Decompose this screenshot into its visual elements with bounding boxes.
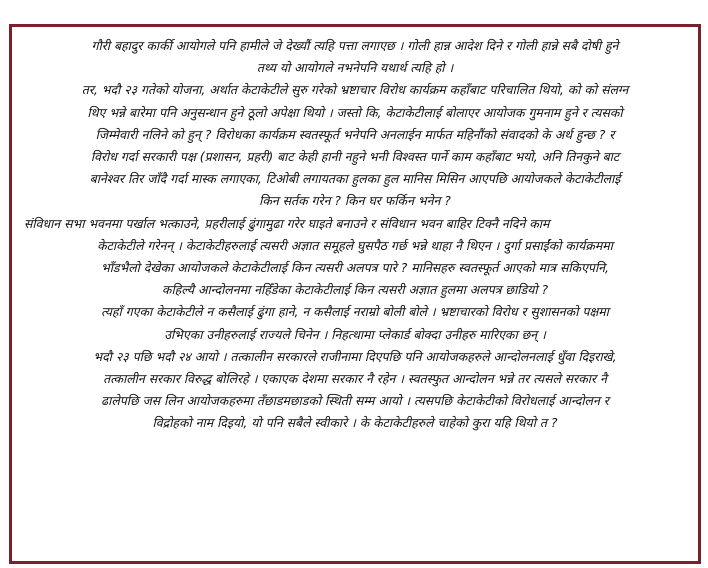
- text-line: बानेश्वर तिर जाँदै गर्दा मास्क लगाएका, टिओबी लगायतका हुलका हुल मानिस मिसिन आएपछि आयोजकले केटाकेटीलाई: [89, 171, 621, 187]
- text-line: त्यहाँ गएका केटाकेटीले न कसैलाई ढुंगा हाने, न कसैलाई नराम्रो बोली बोले । भ्रष्टाचारको विरोध र सुशासनको पक्षमा: [101, 304, 609, 320]
- paragraph-protesters: [24, 301, 686, 345]
- text-line: ढालेपछि जस लिन आयोजकहरुमा तँछाडमछाडको स्थिती सम्म आयो । त्यसपछि केटाकेटीको विरोधलाई आन्दोलन र: [101, 393, 609, 409]
- text-line: तत्कालीन सरकार विरुद्ध बोलिरहे । एकाएक देशमा सरकार नै रहेन । स्वतस्फुत आन्दोलन भन्ने तर त्यसले सरकार नै: [103, 371, 607, 387]
- paragraph-bhadra-24: [24, 346, 686, 435]
- text-line: तर, भदौ २३ गतेको योजना, अर्थात केटाकेटीले सुरु गरेको भ्रष्टाचार विरोध कार्यक्रम कहाँबाट परिचालित थियो, को को संलग्न: [81, 82, 629, 98]
- paragraph-bhadra-23-plan: [24, 79, 686, 212]
- document-frame: [9, 24, 701, 564]
- document-body: [24, 35, 686, 555]
- text-line: विद्रोहको नाम दिइयो, यो पनि सबैले स्वीकारे । के केटाकेटीहरुले चाहेको कुरा यहि थियो त ?: [152, 415, 558, 431]
- text-line: केटाकेटीले गरेनन् । केटाकेटीहरुलाई त्यसरी अज्ञात समूहले घुसपैठ गर्छ भन्ने थाहा नै थिएन । दुर्गा प्रसाईंको कार्यक्रममा: [97, 237, 613, 253]
- text-line: थिए भन्ने बारेमा पनि अनुसन्धान हुने ठूलो अपेक्षा थियो । जस्तो कि, केटाकेटीलाई बोलाएर आयोजक गुमनाम हुने र त्यसको: [87, 104, 623, 120]
- text-line: किन सर्तक गरेन ? किन घर फर्किन भनेन ?: [259, 193, 451, 209]
- text-line: गौरी बहादुर कार्की आयोगले पनि हामीले जे देख्यौं त्यहि पत्ता लगाएछ । गोली हान्न आदेश दिने र गोली हान्ने सबै दोषी हुने: [91, 38, 619, 53]
- text-line: भदौ २३ पछि भदौ २४ आयो । तत्कालीन सरकारले राजीनामा दिएपछि पनि आयोजकहरुले आन्दोलनलाई धुँवा दिइराखे,: [93, 348, 617, 364]
- text-line: जिम्मेवारी नलिने को हुन् ? विरोधका कार्यक्रम स्वतस्फूर्त भनेपनि अनलाईन मार्फत महिनौंको संवादको के अर्थ हुन्छ ? र: [95, 126, 615, 142]
- text-line: संविधान सभा भवनमा पर्खाल भत्काउने, प्रहरीलाई ढुंगामुढा गरेर घाइते बनाउने र संविधान भवन बाहिर टिक्नै नदिने काम: [24, 215, 550, 231]
- text-line: तथ्य यो आयोगले नभनेपनि यथार्थ त्यहि हो ।: [256, 60, 454, 76]
- text-line: भाँडभैलो देखेका आयोजकले केटाकेटीलाई किन त्यसरी अलपत्र पारे ? मानिसहरु स्वतस्फूर्त आएको मात्र सकिएपनि,: [101, 260, 609, 276]
- text-line: विरोध गर्दा सरकारी पक्ष (प्रशासन, प्रहरी) बाट केही हानी नहुने भनी विश्वस्त पार्ने काम कहाँबाट भयो, अनि तिनकुने बाट: [90, 149, 620, 165]
- paragraph-constituent-assembly: [24, 213, 686, 302]
- paragraph-commission-findings: [24, 35, 686, 79]
- text-line: उभिएका उनीहरुलाई राज्यले चिनेन । निहत्थामा प्लेकार्ड बोक्दा उनीहरु मारिएका छन् ।: [164, 326, 546, 342]
- text-line: कहिल्यै आन्दोलनमा नहिँडेका केटाकेटीलाई किन त्यसरी अज्ञात हुलमा अलपत्र छाडियो ?: [161, 282, 549, 298]
